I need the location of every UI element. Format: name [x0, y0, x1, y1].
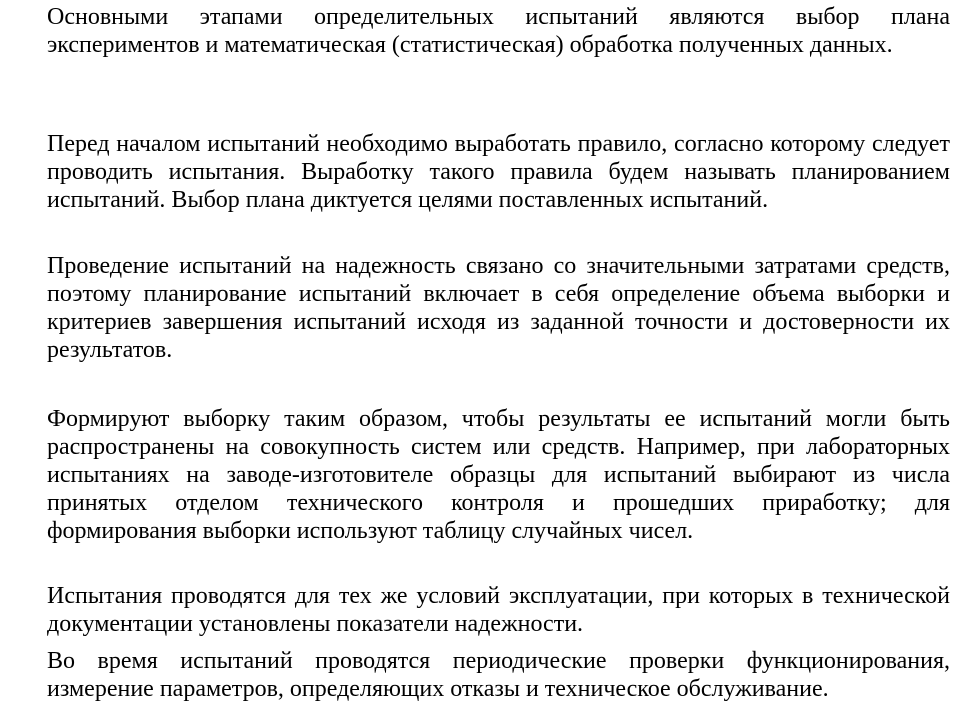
- paragraph-planning-rule: Перед началом испытаний необходимо выработать правило, согласно которому следует проводить испытания. Выработку такого правила будем называть планированием испытаний. Выбор плана диктуется целями поставленных испытаний.: [47, 131, 950, 213]
- paragraph-conditions: Испытания проводятся для тех же условий эксплуатации, при которых в технической документации установлены показатели надежности.: [47, 583, 950, 637]
- paragraph-periodic-checks: Во время испытаний проводятся периодические проверки функционирования, измерение параметров, определяющих отказы и техническое обслуживание.: [47, 648, 950, 702]
- paragraph-sample-formation: Формируют выборку таким образом, чтобы результаты ее испытаний могли быть распространены на совокупность систем или средств. Например, при лабораторных испытаниях на заводе-изготовителе образцы для испытаний выбирают из числа принятых отделом технического контроля и прошедших приработку; для формирования выборки используют таблицу случайных чисел.: [47, 406, 950, 544]
- paragraph-costs: Проведение испытаний на надежность связано со значительными затратами средств, поэтому планирование испытаний включает в себя определение объема выборки и критериев завершения испытаний исходя из заданной точности и достоверности их результатов.: [47, 253, 950, 363]
- paragraph-stages: Основными этапами определительных испытаний являются выбор плана экспериментов и математическая (статистическая) обработка полученных данных.: [47, 4, 950, 58]
